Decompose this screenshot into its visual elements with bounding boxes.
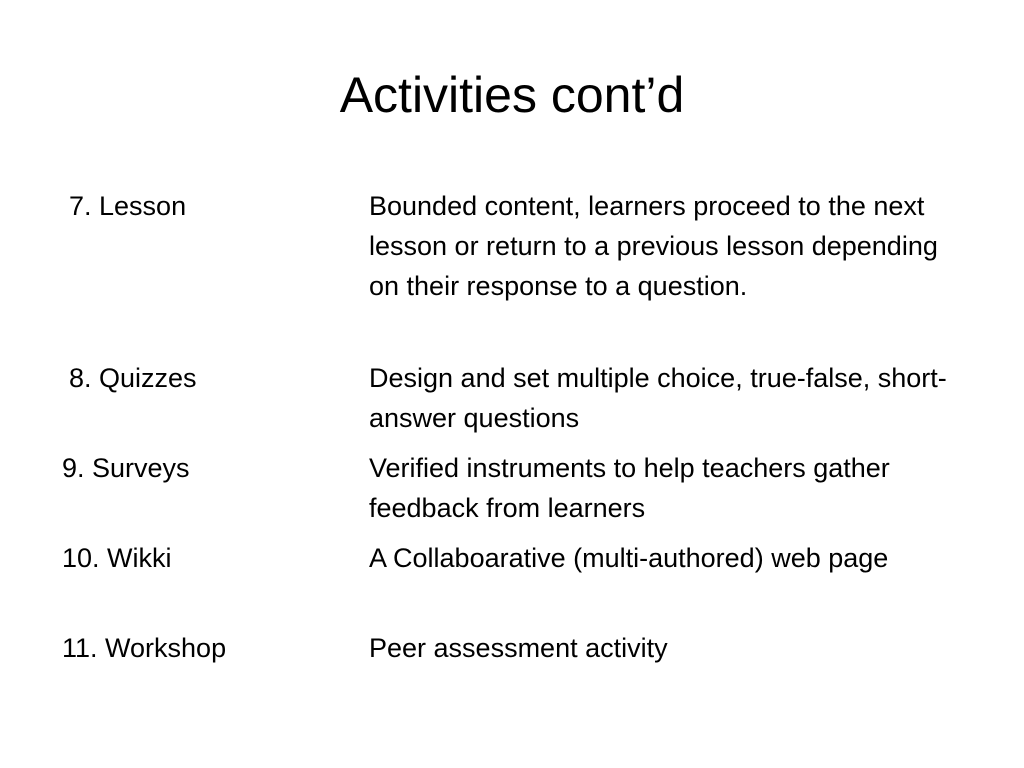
- activity-term: 7. Lesson: [69, 191, 187, 221]
- activity-description: Peer assessment activity: [369, 633, 668, 663]
- activity-description: Design and set multiple choice, true-false, short- answer questions: [369, 363, 947, 433]
- activity-term: 11. Workshop: [62, 633, 227, 663]
- activity-description: A Collaboarative (multi-authored) web page: [369, 543, 889, 573]
- activity-description: Bounded content, learners proceed to the next lesson or return to a previous lesson depending on their response to a question.: [369, 191, 938, 301]
- activity-term: 8. Quizzes: [69, 363, 197, 393]
- activity-description: Verified instruments to help teachers gather feedback from learners: [369, 453, 890, 523]
- activity-term: 10. Wikki: [62, 543, 172, 573]
- slide-title: Activities cont’d: [339, 67, 685, 123]
- activity-term: 9. Surveys: [62, 453, 190, 483]
